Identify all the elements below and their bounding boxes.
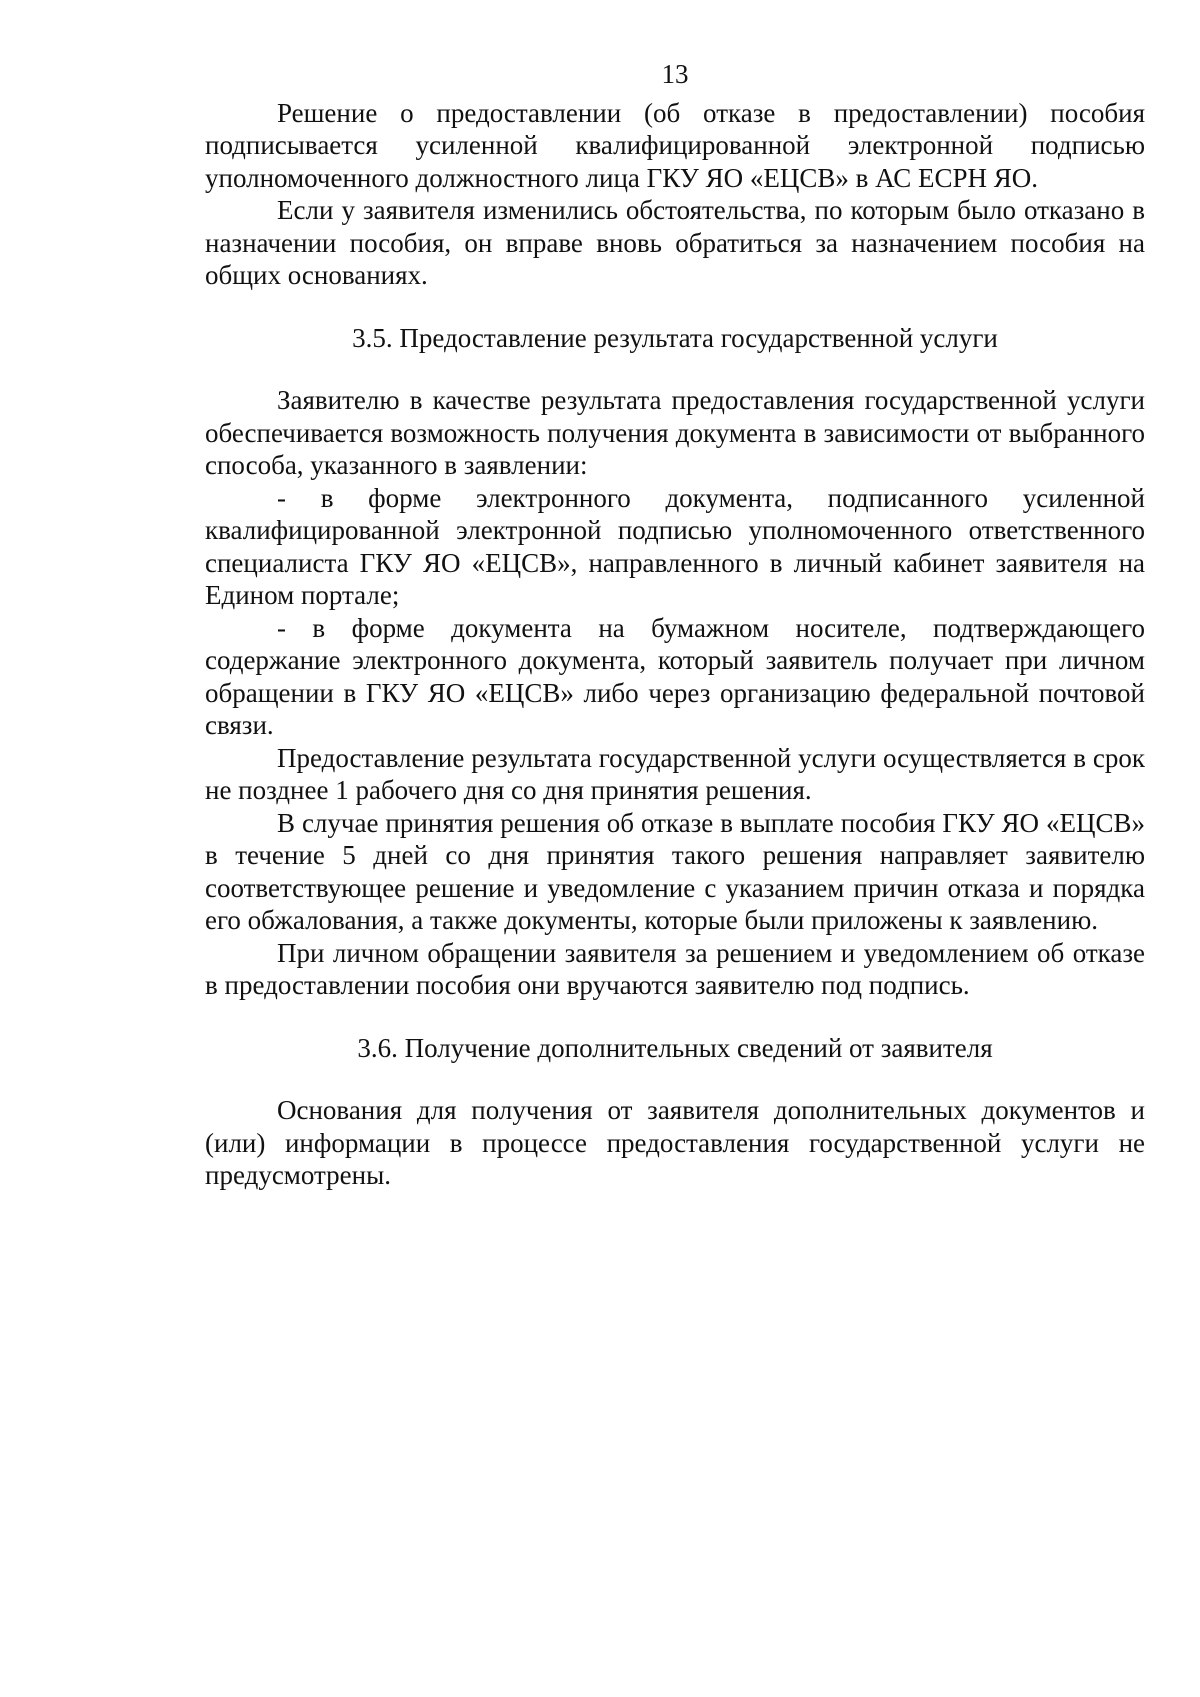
list-item: - в форме документа на бумажном носителе, подтверждающего содержание электронного документа, который заявитель получает при личном обращении в ГКУ ЯО «ЕЦСВ» либо через организацию федеральной почтовой связи. (205, 612, 1145, 740)
paragraph: Если у заявителя изменились обстоятельства, по которым было отказано в назначении пособия, он вправе вновь обратиться за назначением пособия на общих основаниях. (205, 195, 1145, 290)
page-number: 13 (661, 59, 689, 89)
list-item: - в форме электронного документа, подписанного усиленной квалифицированной электронной подписью уполномоченного ответственного специалиста ГКУ ЯО «ЕЦСВ», направленного в личный кабинет заявителя на Едином портале; (205, 482, 1145, 610)
paragraph: Предоставление результата государственной услуги осуществляется в срок не позднее 1 рабочего дня со дня принятия решения. (205, 742, 1145, 805)
paragraph: При личном обращении заявителя за решением и уведомлением об отказе в предоставлении пособия они вручаются заявителю под подпись. (205, 937, 1145, 1000)
paragraph: В случае принятия решения об отказе в выплате пособия ГКУ ЯО «ЕЦСВ» в течение 5 дней со дня принятия такого решения направляет заявителю соответствующее решение и уведомление с указанием причин отказа и порядка его обжалования, а также документы, которые были приложены к заявлению. (205, 807, 1145, 935)
document-page (205, 58, 1145, 1192)
section-heading: 3.6. Получение дополнительных сведений от заявителя (357, 1032, 993, 1063)
paragraph: Основания для получения от заявителя дополнительных документов и (или) информации в процессе предоставления государственной услуги не предусмотрены. (205, 1095, 1145, 1190)
section-heading: 3.5. Предоставление результата государственной услуги (352, 322, 998, 353)
paragraph: Решение о предоставлении (об отказе в предоставлении) пособия подписывается усиленной квалифицированной электронной подписью уполномоченного должностного лица ГКУ ЯО «ЕЦСВ» в АС ЕСРН ЯО. (205, 97, 1145, 193)
paragraph: Заявителю в качестве результата предоставления государственной услуги обеспечивается возможность получения документа в зависимости от выбранного способа, указанного в заявлении: (205, 385, 1145, 480)
